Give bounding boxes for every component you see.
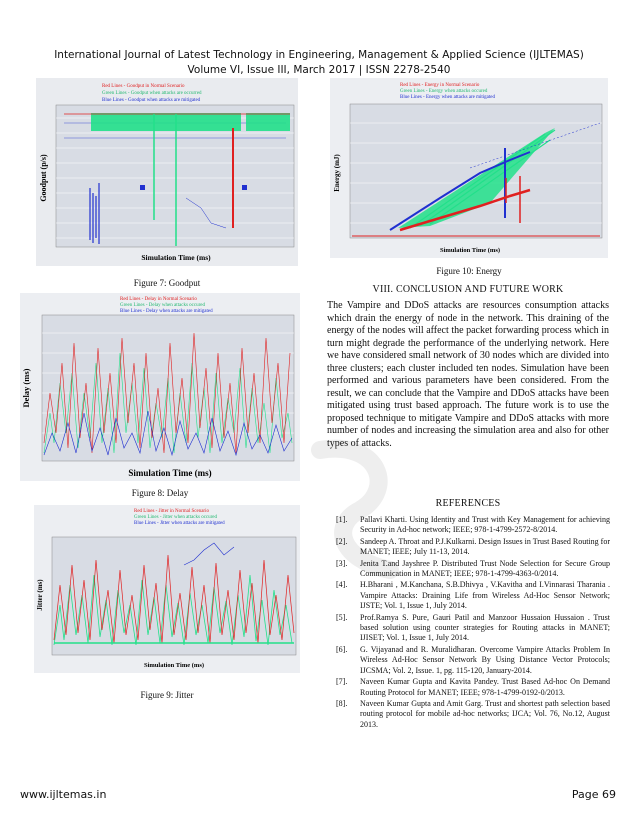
reference-item [336,580,610,611]
reference-text: Naveen Kumar Gupta and Kavita Pandey. Trust Based Ad-hoc On Demand Routing Protocol for MANET; IEEE; 978-1-4799-0192-0/2013. [360,677,610,697]
x-axis-label: Simulation Time (ms) [143,662,205,669]
footer-page-number: Page 69 [571,788,616,801]
legend-green: Green Lines - Delay when attacks occured [120,303,205,308]
figure-9-caption: Figure 9: Jitter [140,690,194,700]
reference-number: [5]. [336,612,348,622]
x-axis-label: Simulation Time (ms) [141,253,211,262]
reference-number: [3]. [336,558,348,568]
reference-item [336,677,610,698]
y-axis-label: Delay (ms) [21,368,31,408]
reference-item [336,559,610,580]
y-axis-label: Goodput (p/s) [39,154,48,202]
figure-jitter [34,505,300,673]
legend-blue: Blue Lines - Goodput when attacks are mitigated [102,98,201,103]
reference-number: [4]. [336,580,348,590]
conclusion-heading: VIII. CONCLUSION AND FUTURE WORK [372,284,564,295]
legend-blue: Blue Lines - Energy when attacks are mitigated [400,95,496,100]
figure-7-caption: Figure 7: Goodput [133,278,201,288]
figure-8-caption: Figure 8: Delay [131,488,189,498]
reference-item [336,613,610,644]
reference-number: [1]. [336,515,348,524]
footer-website-link[interactable]: www.ijltemas.in [20,788,107,801]
legend-red: Red Lines - Jitter in Normal Scenario [134,509,209,514]
reference-text: Jenita T.and Jayshree P. Distributed Trust Node Selection for Secure Group Communication in MANET; IEEE; 978-1-4799-4363-0/2014. [360,558,610,579]
reference-item [336,645,610,676]
figure-10-caption: Figure 10: Energy [436,266,502,276]
legend-red: Red Lines - Delay in Normal Scenario [120,297,197,302]
references-list [336,515,610,731]
reference-number: [2]. [336,536,348,546]
reference-number: [8]. [336,698,348,708]
journal-issue: Volume VI, Issue III, March 2017 | ISSN 2278-2540 [187,64,451,76]
x-axis-label: Simulation Time (ms) [439,247,501,254]
reference-text: Sandeep A. Throat and P.J.Kulkarni. Design Issues in Trust Based Routing for MANET; IEEE; July 11-13, 2014. [360,536,610,557]
legend-green: Green Lines - Energy when attacks occured [400,89,488,94]
reference-text: G. Vijayanad and R. Muralidharan. Overcome Vampire Attacks Problem In Wireless Ad-Hoc Sensor Network By Using Distance Vector Protocols; IJCSMA; Vol. 2, Issue. 1, pg. 115-120, January-2014. [360,644,610,675]
legend-red: Red Lines - Goodput in Normal Scenario [102,84,185,89]
journal-title: International Journal of Latest Technology in Engineering, Management & Applied Science (IJLTEMAS) [54,49,584,61]
reference-number: [7]. [336,677,348,687]
x-axis-label: Simulation Time (ms) [128,468,212,478]
reference-item [336,537,610,558]
figure-energy [330,78,608,258]
reference-item [336,699,610,730]
reference-text: H.Bharani , M.Kanchana, S.B.Dhivya , V.Kavitha and I.Vinnarasi Tharania . Vampire Attacks: Draining Life from Wireless Ad-Hoc Sensor Network; IJSTE; Vol. 1, Issue 1, July 2014. [360,580,610,611]
legend-red: Red Lines - Energy in Normal Scenario [400,83,480,88]
legend-green: Green Lines - Goodput when attacks are occurred [102,91,202,96]
figure-delay [20,293,300,481]
y-axis-label: Energy (mJ) [333,154,341,192]
reference-item [336,515,610,536]
conclusion-paragraph: The Vampire and DDoS attacks are resources consumption attacks which drain the energy of node in the network. This draining of the energy of the nodes will affect the packet forwarding process which in turn might degrade the performance of the underlying network. Here we have considered small network of 30 nodes which are divided into three clusters; each cluster included ten nodes. Simulation have been performed and various parameters have been considered. From the result, we can conclude that the Vampire and DDoS attacks have been mitigated using trust based approach. The future work is to use the proposed technique to mitigate Vampire and DDoS attacks with more number of nodes and increasing the simulation area and also for other types of attacks. [327,300,609,449]
reference-text: Naveen Kumar Gupta and Amit Garg. Trust and shortest path selection based routing protocol for mobile ad-hoc networks; IJCA; Vol. 76, No.12, August 2013. [360,698,610,729]
figure-goodput [36,78,298,266]
legend-blue: Blue Lines - Jitter when attacks are mitigated [134,521,225,526]
reference-text: Pallavi Kharti. Using Identity and Trust with Key Management for achieving Security in Ad-hoc network; IEEE; 978-1-4799-2572-8/2014. [360,515,610,535]
reference-text: Prof.Ramya S. Pure, Gauri Patil and Manzoor Hussaion Hussaion . Trust based solution using counter strategies for Routing attacks in MANET; IJISET; Vol. 1, Issue 1, July 2014. [360,612,610,643]
reference-number: [6]. [336,644,348,654]
legend-blue: Blue Lines - Delay when attacks are mitigated [120,309,213,314]
legend-green: Green Lines - Jitter when attacks occured [134,515,218,520]
references-heading: REFERENCES [435,498,501,509]
y-axis-label: Jitter (ms) [36,579,44,611]
